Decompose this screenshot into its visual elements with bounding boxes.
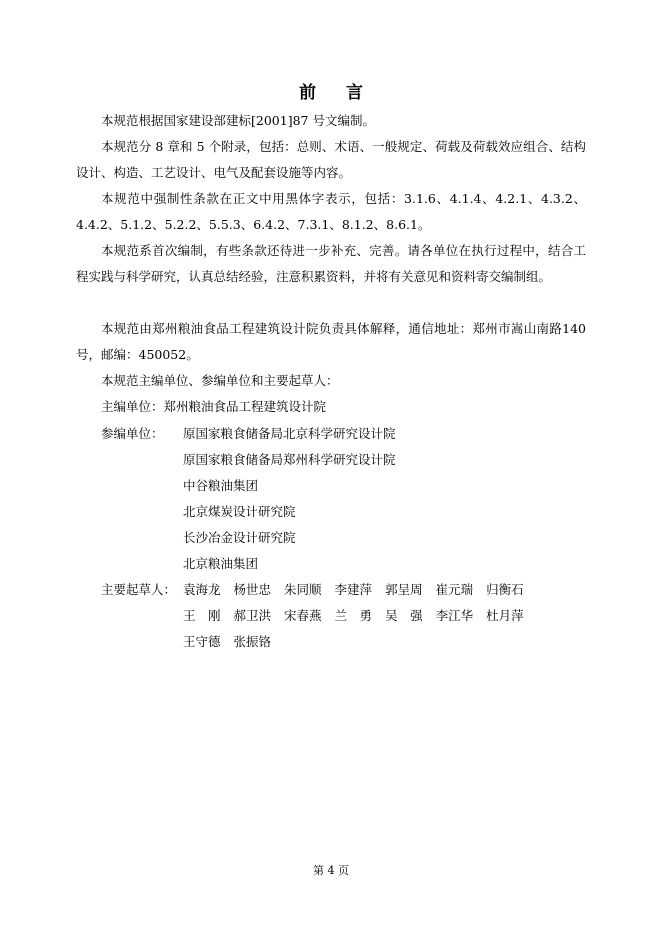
- drafter-name: 兰 勇: [334, 608, 373, 623]
- participating-unit: 长沙冶金设计研究院: [183, 530, 296, 545]
- drafter-name: 王 刚: [183, 608, 221, 623]
- drafter-name: 崔元瑞: [435, 582, 474, 597]
- chief-unit-name: 郑州粮油食品工程建筑设计院: [163, 399, 327, 414]
- paragraph-units-intro: 本规范主编单位、参编单位和主要起草人：: [101, 373, 339, 388]
- drafter-name: 朱同顺: [284, 582, 322, 597]
- paragraph-basis: 本规范根据国家建设部建标[2001]87 号文编制。: [101, 113, 375, 128]
- drafter-name: 宋春燕: [284, 608, 322, 623]
- page-title: [0, 78, 662, 103]
- drafter-name: 袁海龙: [183, 582, 221, 597]
- page-number: 第 4 页: [313, 864, 349, 877]
- drafter-name: 郝卫洪: [233, 608, 272, 623]
- participating-label: 参编单位：: [101, 426, 164, 441]
- drafters-label: 主要起草人：: [101, 582, 177, 597]
- participating-unit: 原国家粮食储备局郑州科学研究设计院: [183, 452, 396, 467]
- drafter-name: 杜月萍: [486, 608, 524, 623]
- paragraph-contact: 本规范由郑州粮油食品工程建筑设计院负责具体解释，通信地址：郑州市嵩山南路140 号，邮编：450052。: [76, 321, 586, 362]
- drafter-name: 李江华: [435, 608, 474, 623]
- drafter-name: 李建萍: [334, 582, 373, 597]
- paragraph-contents: 本规范分 8 章和 5 个附录，包括：总则、术语、一般规定、荷载及荷载效应组合、结构设计、构造、工艺设计、电气及配套设施等内容。: [76, 139, 586, 180]
- drafter-name: 张振铬: [233, 634, 272, 649]
- drafters-row-2: [183, 603, 537, 629]
- drafters-row-3: [183, 629, 284, 655]
- title-char-1: 前: [299, 83, 316, 103]
- title-char-2: 言: [346, 83, 363, 103]
- drafter-name: 郭呈周: [385, 582, 423, 597]
- drafter-name: 归衡石: [486, 582, 524, 597]
- participating-unit: 中谷粮油集团: [183, 478, 259, 493]
- paragraph-mandatory: 本规范中强制性条款在正文中用黑体字表示，包括：3.1.6、4.1.4、4.2.1、4.3.2、4.4.2、5.1.2、5.2.2、5.5.3、6.4.2、7.3.1、8.1.2、8.6.1。: [76, 191, 586, 232]
- participating-unit: 北京粮油集团: [183, 556, 259, 571]
- paragraph-feedback: 本规范系首次编制，有些条款还待进一步补充、完善。请各单位在执行过程中，结合工程实践与科学研究，认真总结经验，注意积累资料，并将有关意见和资料寄交编制组。: [76, 243, 586, 284]
- drafters-row-1: [183, 577, 537, 603]
- drafter-name: 吴 强: [385, 608, 423, 623]
- chief-unit-line: [101, 394, 326, 420]
- drafter-name: 王守德: [183, 634, 221, 649]
- drafter-name: 杨世忠: [233, 582, 272, 597]
- participating-unit: 原国家粮食储备局北京科学研究设计院: [183, 426, 396, 441]
- chief-unit-label: 主编单位：: [101, 399, 164, 414]
- participating-unit: 北京煤炭设计研究院: [183, 504, 296, 519]
